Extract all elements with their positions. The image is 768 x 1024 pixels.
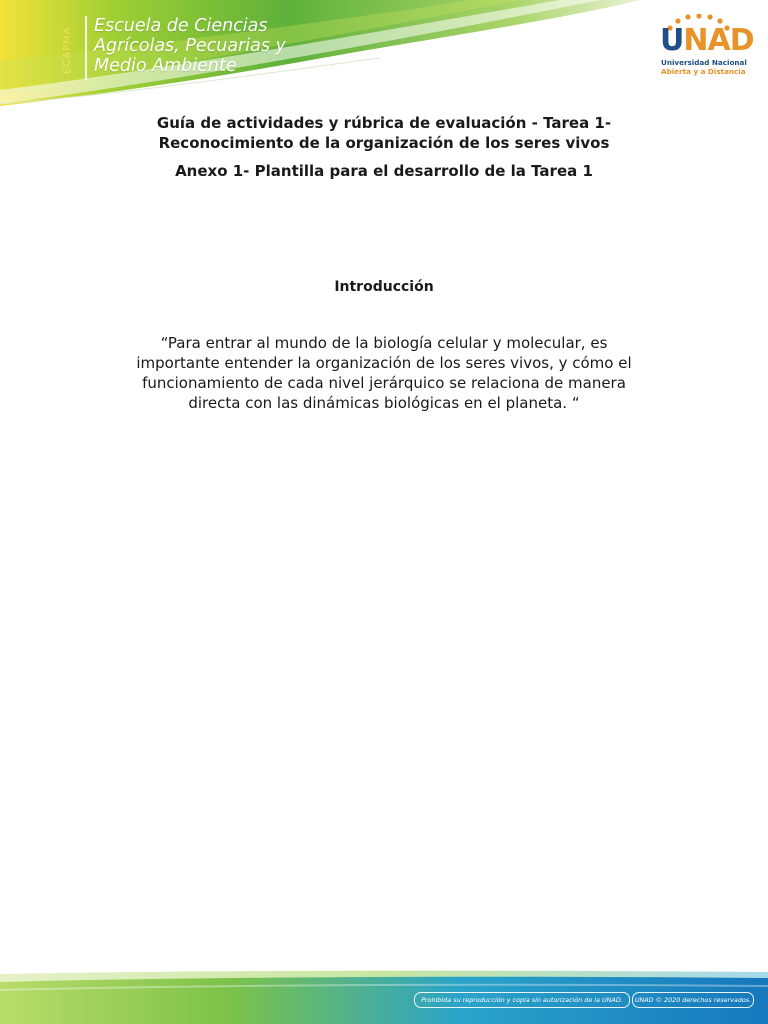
logo-subtitle-line: Abierta y a Distancia: [661, 67, 746, 76]
faculty-divider: [85, 16, 87, 80]
faculty-tag: ECAPMA: [62, 26, 73, 74]
logo-subtitle-line: Universidad Nacional: [661, 58, 747, 67]
footer-copy-notice: Prohibida su reproducción y copia sin autorización de la UNAD.: [414, 992, 630, 1008]
quote-line: funcionamiento de cada nivel jerárquico se relaciona de manera: [142, 374, 626, 392]
faculty-name: [94, 16, 286, 76]
faculty-name-line: Medio Ambiente: [94, 56, 237, 76]
logo-letter-u: U: [660, 23, 684, 58]
faculty-name-line: Escuela de Ciencias: [94, 16, 268, 36]
quote-line: “Para entrar al mundo de la biología celular y molecular, es: [160, 334, 608, 352]
section-heading-introduction: Introducción: [334, 279, 434, 295]
document-title-line: Guía de actividades y rúbrica de evaluación - Tarea 1-: [156, 114, 612, 132]
logo-subtitle: [661, 58, 747, 76]
unad-logo: [660, 14, 754, 80]
introduction-quote: [96, 333, 672, 413]
document-title: [100, 113, 668, 153]
annex-title: Anexo 1- Plantilla para el desarrollo de la Tarea 1: [175, 162, 593, 180]
faculty-name-line: Agrícolas, Pecuarias y: [94, 36, 286, 56]
document-title-line: Reconocimiento de la organización de los seres vivos: [158, 134, 610, 152]
logo-wordmark: [660, 24, 754, 58]
quote-line: importante entender la organización de los seres vivos, y cómo el: [136, 354, 632, 372]
footer-rights-notice: UNAD © 2020 derechos reservados.: [632, 992, 754, 1008]
quote-line: directa con las dinámicas biológicas en el planeta. “: [188, 394, 580, 412]
logo-letters-nad: NAD: [683, 23, 754, 58]
